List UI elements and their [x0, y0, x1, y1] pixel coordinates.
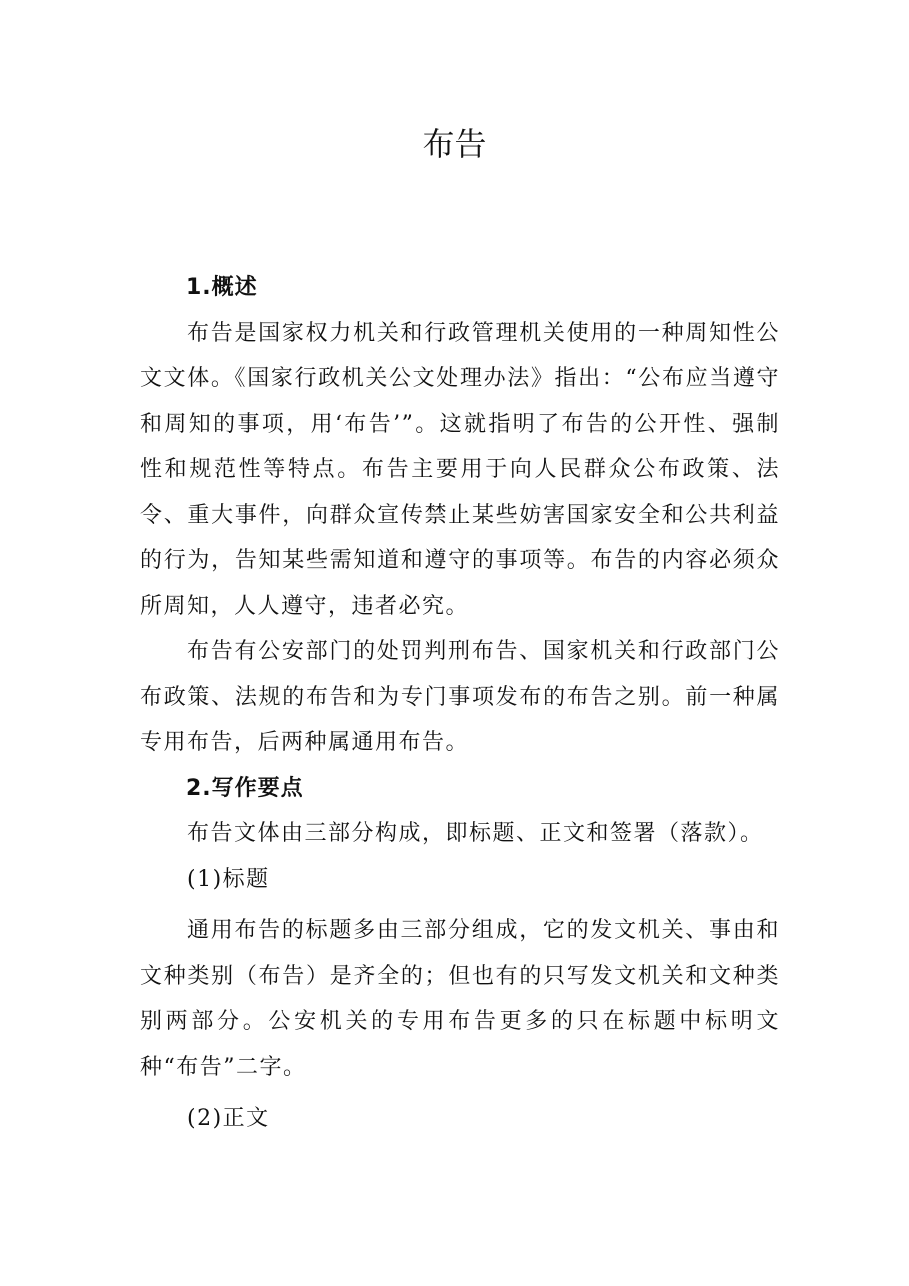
section-heading-writing-points: 2.写作要点: [186, 775, 304, 801]
title-paragraph: 通用布告的标题多由三部分组成，它的发文机关、事由和文种类别（布告）是齐全的；但也有的只写发文机关和文种类别两部分。公安机关的专用布告更多的只在标题中标明文种“布告”二字。: [140, 918, 780, 1080]
subsection-label-body: (2)正文: [187, 1106, 270, 1131]
document-title: 布告: [422, 125, 487, 163]
subsection-label-title: (1)标题: [187, 866, 270, 892]
section-heading-overview: 1.概述: [186, 275, 258, 300]
document-body: [140, 265, 780, 1142]
writing-points-intro: 布告文体由三部分构成，即标题、正文和签署（落款）。: [187, 821, 764, 846]
overview-paragraph-1: 布告是国家权力机关和行政管理机关使用的一种周知性公文文体。《国家行政机关公文处理办法》指出：“公布应当遵守和周知的事项，用‘布告’”。这就指明了布告的公开性、强制性和规范性等特点。布告主要用于向人民群众公布政策、法令、重大事件，向群众宣传禁止某些妨害国家安全和公共利益的行为，告知某些需知道和遵守的事项等。布告的内容必须众所周知，人人遵守，违者必究。: [140, 320, 780, 619]
overview-paragraph-2: 布告有公安部门的处罚判刑布告、国家机关和行政部门公布政策、法规的布告和为专门事项发布的布告之别。前一种属专用布告，后两种属通用布告。: [140, 639, 780, 755]
